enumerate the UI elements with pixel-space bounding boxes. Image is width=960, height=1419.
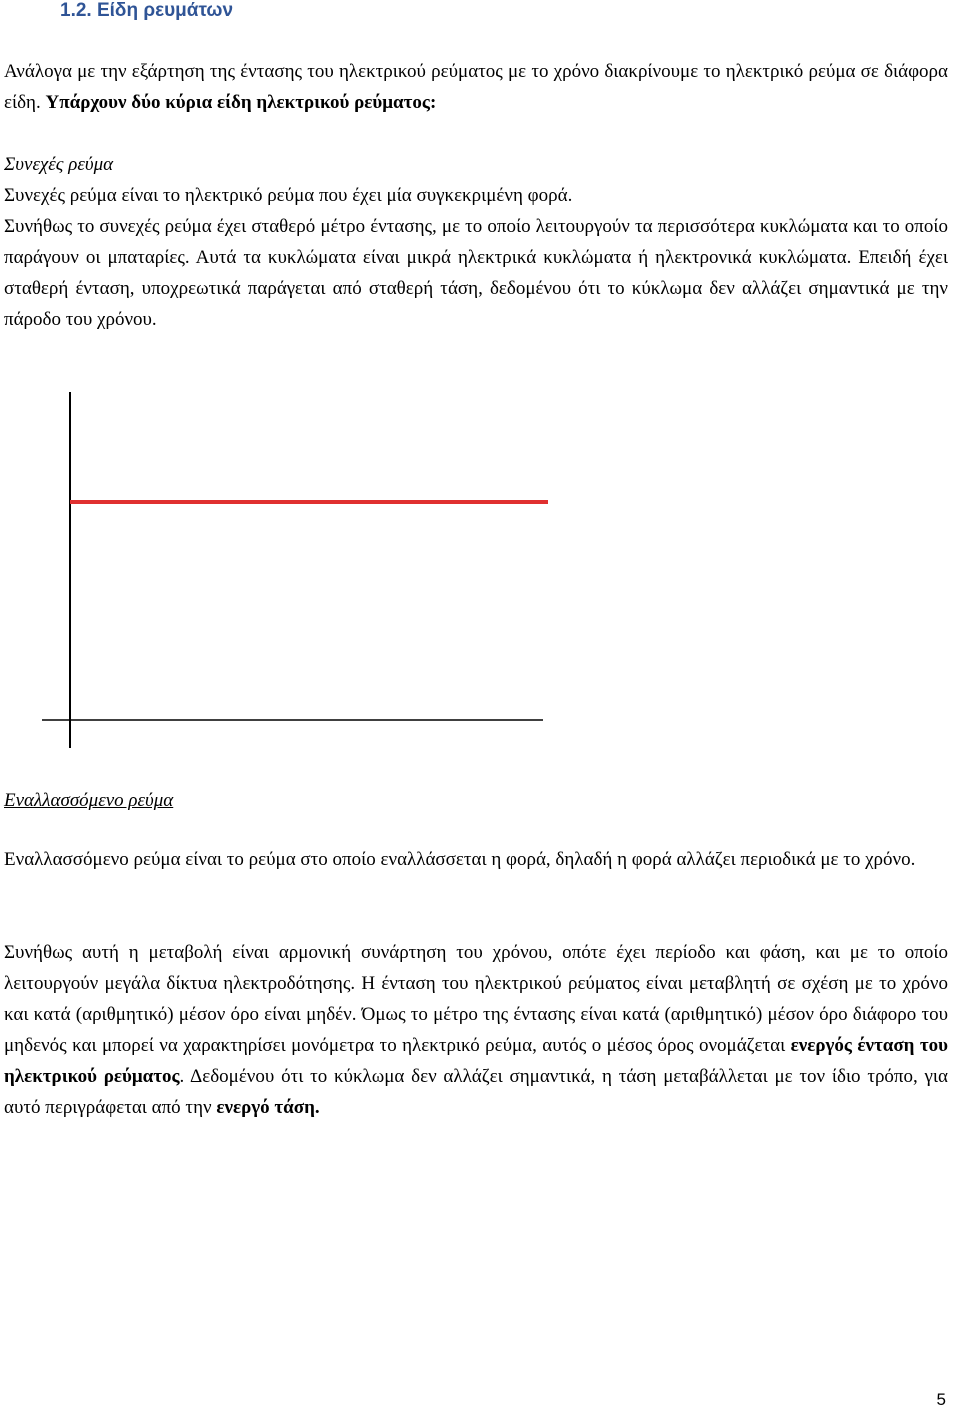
ac-title: Εναλλασσόμενο ρεύμα [4,790,174,811]
page-number: 5 [936,1390,946,1409]
dc-title: Συνεχές ρεύμα [4,154,114,175]
dc-description: Συνήθως το συνεχές ρεύμα έχει σταθερό μέτρο έντασης, με το οποίο λειτουργούν τα περισσότερα κυκλώματα και το οποίο παράγουν οι μπαταρίες. Αυτά τα κυκλώματα είναι μικρά ηλεκτρικά κυκλώματα ή ηλεκτρονικά κυκλώματα. Επειδή έχει σταθερή ένταση, υποχρεωτικά παράγεται από σταθερή τάση, δεδομένου ότι το κύκλωμα δεν αλλάζει σημαντικά με την πάροδο του χρόνου. [4,216,948,330]
intro-text: Ανάλογα με την εξάρτηση της έντασης του ηλεκτρικού ρεύματος με το χρόνο διακρίνουμε το ηλεκτρικό ρεύμα σε διάφορα είδη. [4,61,948,113]
ac-description [4,937,948,1123]
ac-definition: Εναλλασσόμενο ρεύμα είναι το ρεύμα στο οποίο εναλλάσσεται η φορά, δηλαδή η φορά αλλάζει περιοδικά με το χρόνο. [4,849,916,870]
section-heading: 1.2. Είδη ρευμάτων [60,0,234,21]
intro-bold-text: Υπάρχουν δύο κύρια είδη ηλεκτρικού ρεύματος: [45,92,437,113]
intro-paragraph [4,56,948,118]
dc-definition: Συνεχές ρεύμα είναι το ηλεκτρικό ρεύμα που έχει μία συγκεκριμένη φορά. [4,185,573,206]
ac-text-1: Συνήθως αυτή η μεταβολή είναι αρμονική συνάρτηση του χρόνου, οπότε έχει περίοδο και φάση, και με το οποίο λειτουργούν μεγάλα δίκτυα ηλεκτροδότησης. Η ένταση του ηλεκτρικού ρεύματος είναι μεταβλητή σε σχέση με το χρόνο και κατά (αριθμητικό) μέσον όρο είναι μηδέν. Όμως το μέτρο της έντασης είναι κατά (αριθμητικό) μέσον όρο διάφορο του μηδενός και μπορεί να χαρακτηρίσει μονόμετρα το ηλεκτρικό ρεύμα, αυτός ο μέσος όρος ονομάζεται [4,942,948,1056]
ac-text-2: . Δεδομένου ότι το κύκλωμα δεν αλλάζει σημαντικά, η τάση μεταβάλλεται με τον ίδιο τρόπο, για αυτό περιγράφεται από την [4,1066,948,1118]
ac-bold-effective-voltage: ενεργό τάση. [216,1097,320,1118]
ac-bold-effective-current: ενεργός ένταση του ηλεκτρικού ρεύματος [4,1035,948,1087]
